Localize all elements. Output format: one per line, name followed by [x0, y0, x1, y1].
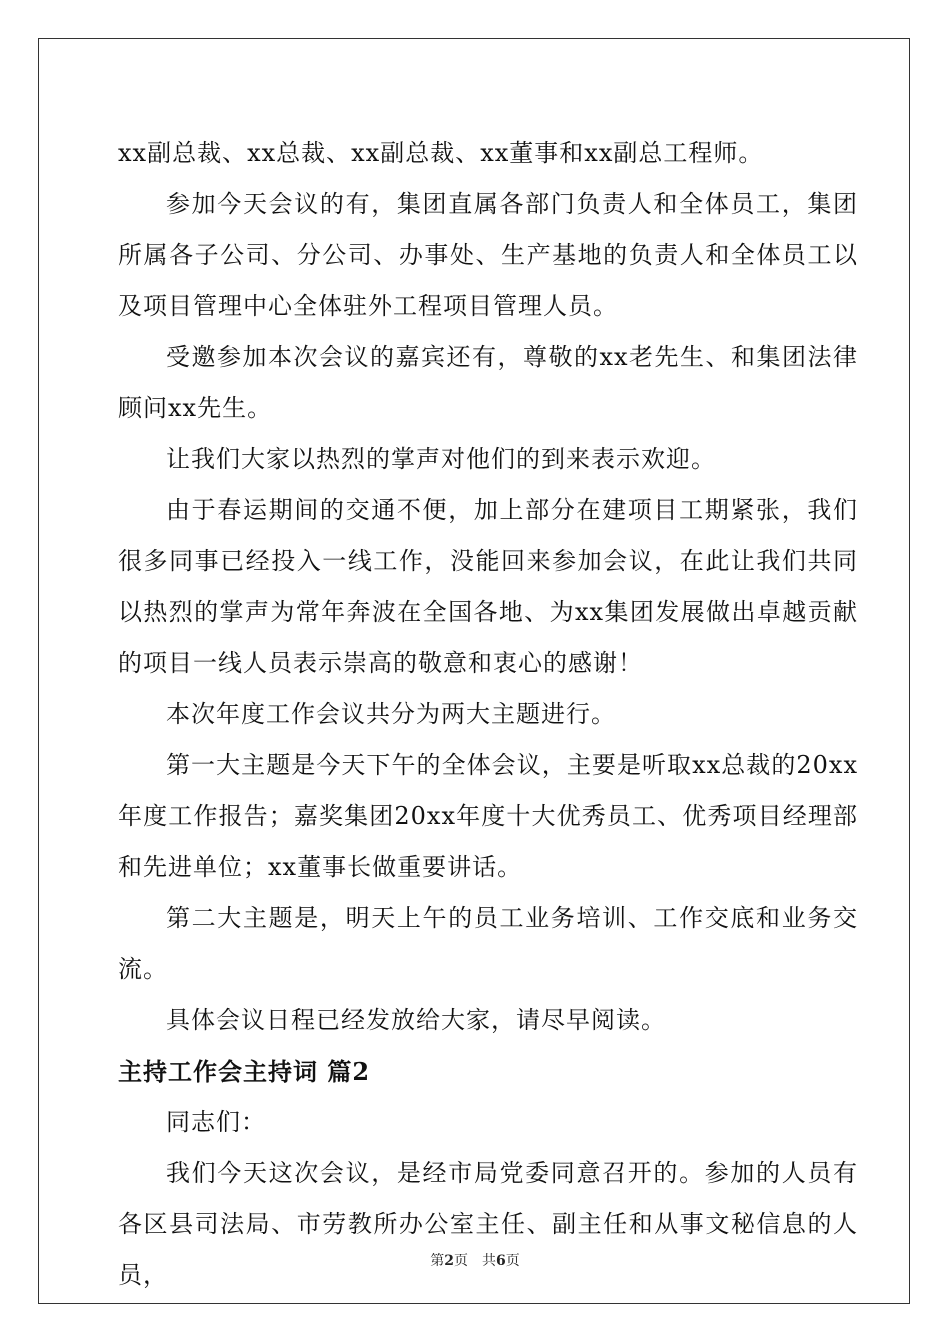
paragraph: 受邀参加本次会议的嘉宾还有，尊敬的xx老先生、和集团法律顾问xx先生。 [118, 343, 858, 422]
page-footer [0, 1250, 950, 1270]
section-heading: 主持工作会主持词 篇2 [118, 1057, 371, 1086]
total-prefix: 共 [482, 1253, 496, 1269]
document-body [118, 128, 858, 1301]
paragraph: 由于春运期间的交通不便，加上部分在建项目工期紧张，我们很多同事已经投入一线工作，没能回来参加会议，在此让我们共同以热烈的掌声为常年奔波在全国各地、为xx集团发展做出卓越贡献的项目一线人员表示崇高的敬意和衷心的感谢！ [118, 496, 858, 677]
paragraph: xx副总裁、xx总裁、xx副总裁、xx董事和xx副总工程师。 [118, 139, 764, 167]
paragraph: 本次年度工作会议共分为两大主题进行。 [166, 700, 616, 728]
paragraph: 第一大主题是今天下午的全体会议，主要是听取xx总裁的20xx年度工作报告；嘉奖集团20xx年度十大优秀员工、优秀项目经理部和先进单位；xx董事长做重要讲话。 [118, 751, 858, 881]
total-pages: 6 [496, 1253, 506, 1269]
paragraph: 我们今天这次会议，是经市局党委同意召开的。参加的人员有各区县司法局、市劳教所办公室主任、副主任和从事文秘信息的人员， [118, 1159, 858, 1289]
page-suffix: 页 [454, 1253, 468, 1269]
page-prefix: 第 [430, 1253, 445, 1269]
paragraph: 具体会议日程已经发放给大家，请尽早阅读。 [166, 1006, 666, 1034]
paragraph: 让我们大家以热烈的掌声对他们的到来表示欢迎。 [166, 445, 716, 473]
paragraph: 第二大主题是，明天上午的员工业务培训、工作交底和业务交流。 [118, 904, 858, 983]
total-suffix: 页 [505, 1253, 520, 1269]
paragraph: 同志们： [166, 1108, 266, 1136]
page-number: 2 [444, 1253, 454, 1269]
paragraph: 参加今天会议的有，集团直属各部门负责人和全体员工，集团所属各子公司、分公司、办事处、生产基地的负责人和全体员工以及项目管理中心全体驻外工程项目管理人员。 [118, 190, 858, 320]
